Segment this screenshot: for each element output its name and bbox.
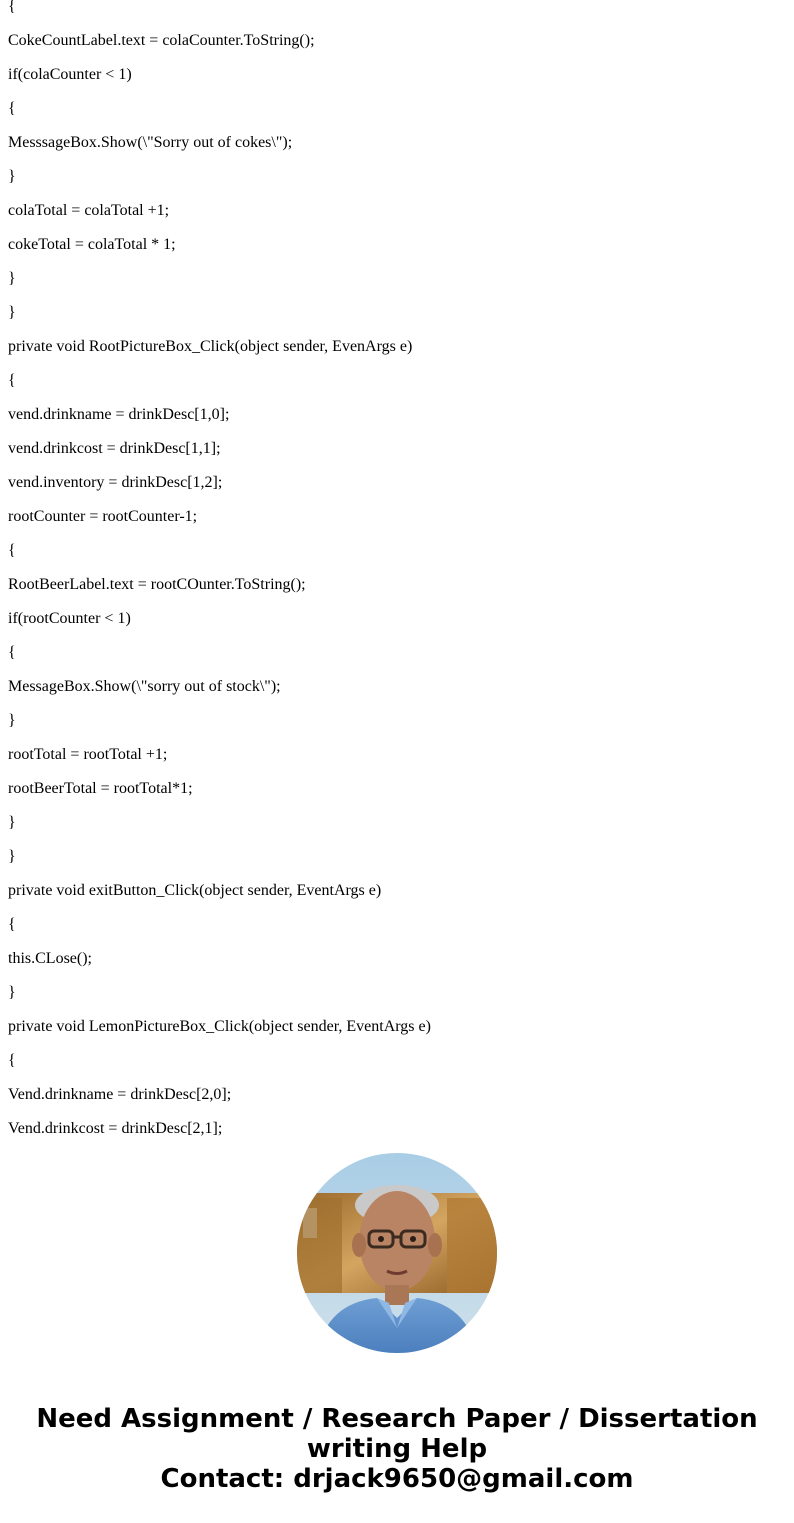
code-line: } (8, 814, 16, 831)
code-line: } (8, 304, 16, 321)
code-line: MessageBox.Show(\"sorry out of stock\"); (8, 678, 281, 695)
code-line: cokeTotal = colaTotal * 1; (8, 236, 176, 253)
footer-line-1: Need Assignment / Research Paper / Dissertation (36, 1404, 758, 1434)
code-line: private void RootPictureBox_Click(object sender, EvenArgs e) (8, 338, 413, 355)
code-line: { (8, 542, 16, 559)
code-line: private void exitButton_Click(object sender, EventArgs e) (8, 882, 382, 899)
code-line: { (8, 644, 16, 661)
code-line: } (8, 984, 16, 1001)
code-line: RootBeerLabel.text = rootCOunter.ToString(); (8, 576, 306, 593)
code-line: Vend.drinkname = drinkDesc[2,0]; (8, 1086, 232, 1103)
code-line: { (8, 916, 16, 933)
code-line: { (8, 372, 16, 389)
code-line: if(rootCounter < 1) (8, 610, 131, 627)
code-line: } (8, 712, 16, 729)
code-line: if(colaCounter < 1) (8, 66, 132, 83)
code-line: vend.inventory = drinkDesc[1,2]; (8, 474, 223, 491)
code-line: rootBeerTotal = rootTotal*1; (8, 780, 193, 797)
code-line: colaTotal = colaTotal +1; (8, 202, 170, 219)
code-line: CokeCountLabel.text = colaCounter.ToString(); (8, 32, 315, 49)
code-line: this.CLose(); (8, 950, 92, 967)
author-avatar (297, 1153, 497, 1353)
code-line: MesssageBox.Show(\"Sorry out of cokes\"); (8, 134, 293, 151)
footer-line-2: writing Help (306, 1434, 488, 1464)
code-line: Vend.drinkcost = drinkDesc[2,1]; (8, 1120, 223, 1137)
code-line: vend.drinkcost = drinkDesc[1,1]; (8, 440, 221, 457)
contact-banner (0, 1404, 794, 1494)
code-line: rootCounter = rootCounter-1; (8, 508, 198, 525)
code-line: rootTotal = rootTotal +1; (8, 746, 168, 763)
code-line: { (8, 0, 16, 15)
code-line: } (8, 848, 16, 865)
code-line: } (8, 270, 16, 287)
code-line: private void LemonPictureBox_Click(object sender, EventArgs e) (8, 1018, 431, 1035)
code-line: { (8, 1052, 16, 1069)
code-line: } (8, 168, 16, 185)
footer-contact-line: Contact: drjack9650@gmail.com (160, 1464, 634, 1494)
code-line: vend.drinkname = drinkDesc[1,0]; (8, 406, 230, 423)
code-line: { (8, 100, 16, 117)
